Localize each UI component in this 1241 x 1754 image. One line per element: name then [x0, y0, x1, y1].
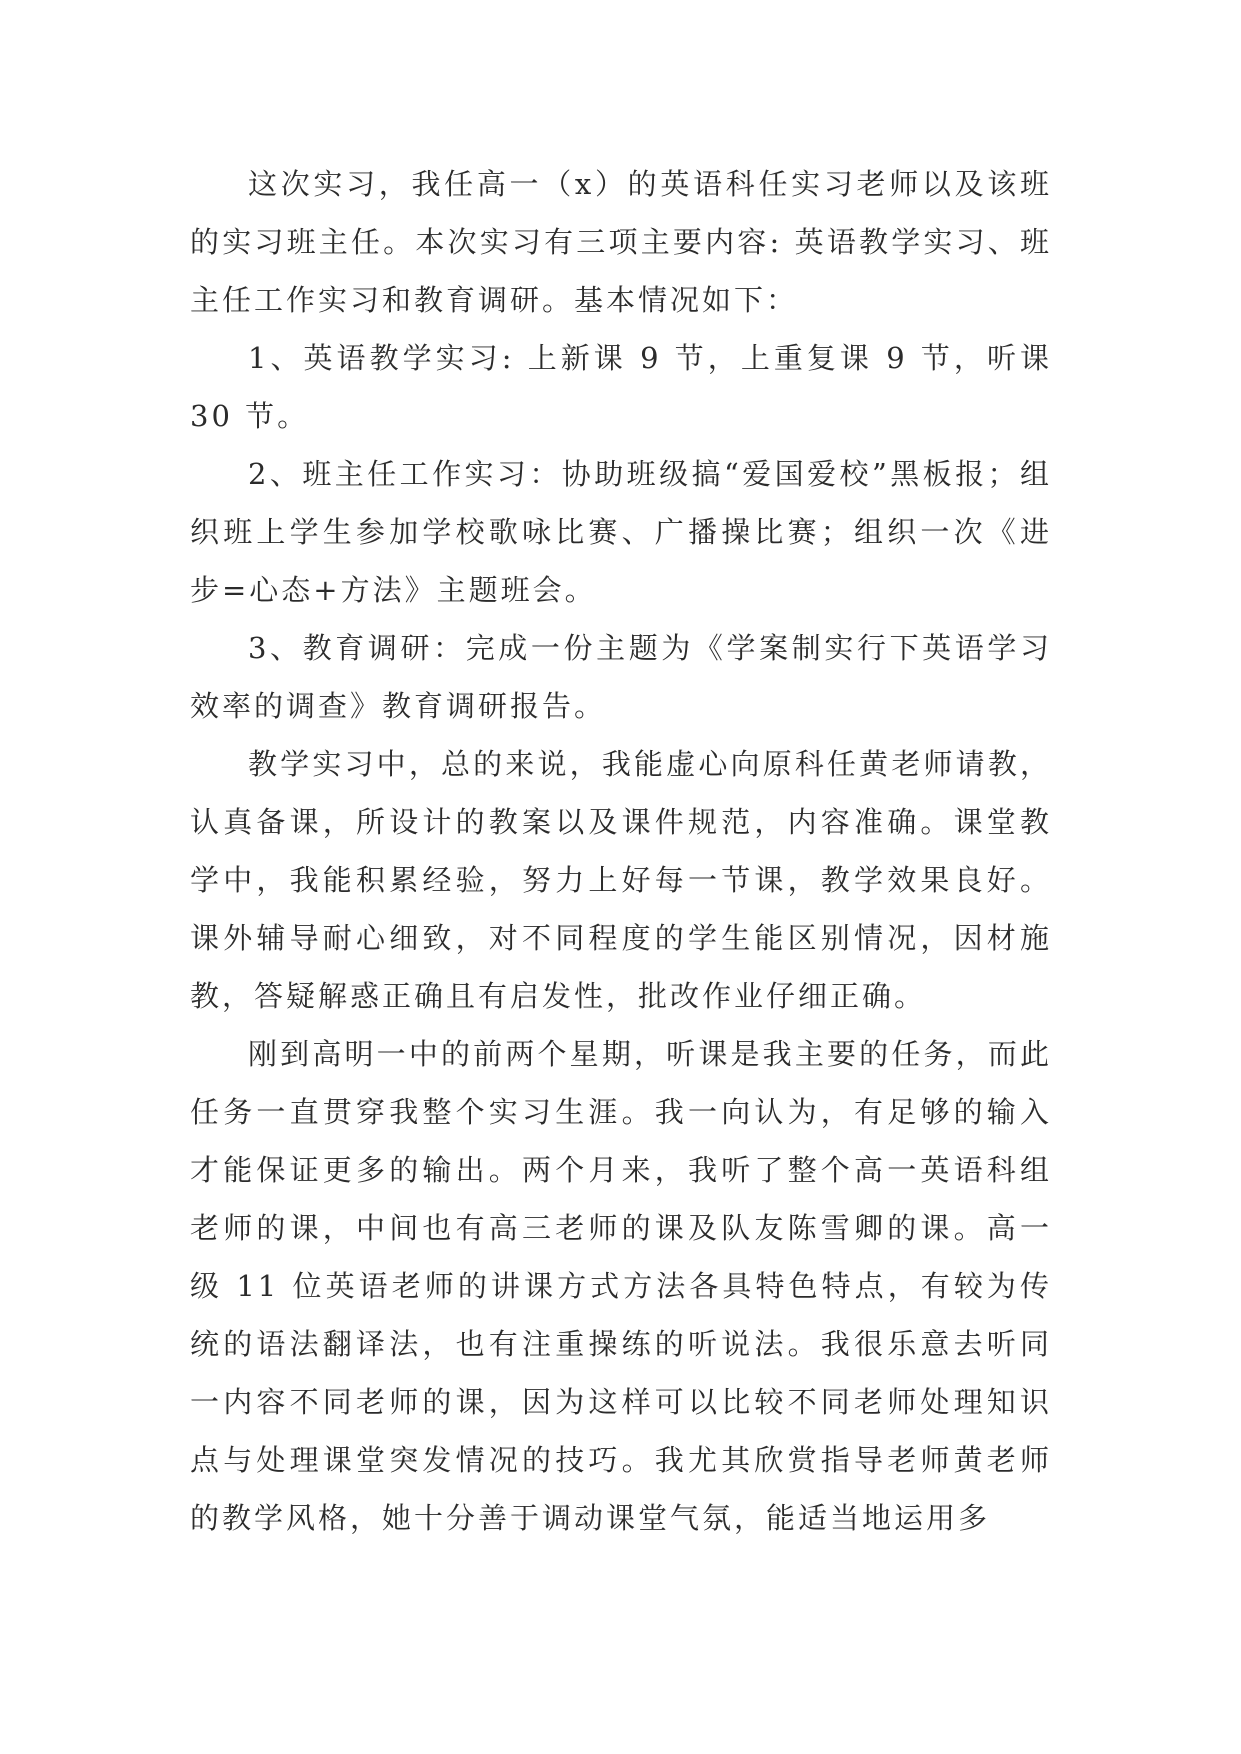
paragraph-observation: 刚到高明一中的前两个星期，听课是我主要的任务，而此任务一直贯穿我整个实习生涯。我一向认为，有足够的输入才能保证更多的输出。两个月来，我听了整个高一英语科组老师的课，中间也有高三老师的课及队友陈雪卿的课。高一级 11 位英语老师的讲课方式方法各具特色特点，有较为传统的语法翻译法，也有注重操练的听说法。我很乐意去听同一内容不同老师的课，因为这样可以比较不同老师处理知识点与处理课堂突发情况的技巧。我尤其欣赏指导老师黄老师的教学风格，她十分善于调动课堂气氛，能适当地运用多	[190, 1037, 1052, 1535]
document-body	[190, 155, 1052, 1547]
paragraph-item-1: 1、英语教学实习: 上新课 9 节，上重复课 9 节，听课 30 节。	[190, 341, 1052, 433]
paragraph-item-3: 3、教育调研：完成一份主题为《学案制实行下英语学习效率的调查》教育调研报告。	[190, 631, 1052, 723]
paragraph-item-2: 2、班主任工作实习：协助班级搞“爱国爱校”黑板报；组织班上学生参加学校歌咏比赛、广播操比赛；组织一次《进步=心态+方法》主题班会。	[190, 457, 1052, 607]
paragraph-intro: 这次实习，我任高一（x）的英语科任实习老师以及该班的实习班主任。本次实习有三项主要内容: 英语教学实习、班主任工作实习和教育调研。基本情况如下：	[190, 167, 1052, 317]
paragraph-teaching: 教学实习中，总的来说，我能虚心向原科任黄老师请教，认真备课，所设计的教案以及课件规范，内容准确。课堂教学中，我能积累经验，努力上好每一节课，教学效果良好。课外辅导耐心细致，对不同程度的学生能区别情况，因材施教，答疑解惑正确且有启发性，批改作业仔细正确。	[190, 747, 1052, 1013]
